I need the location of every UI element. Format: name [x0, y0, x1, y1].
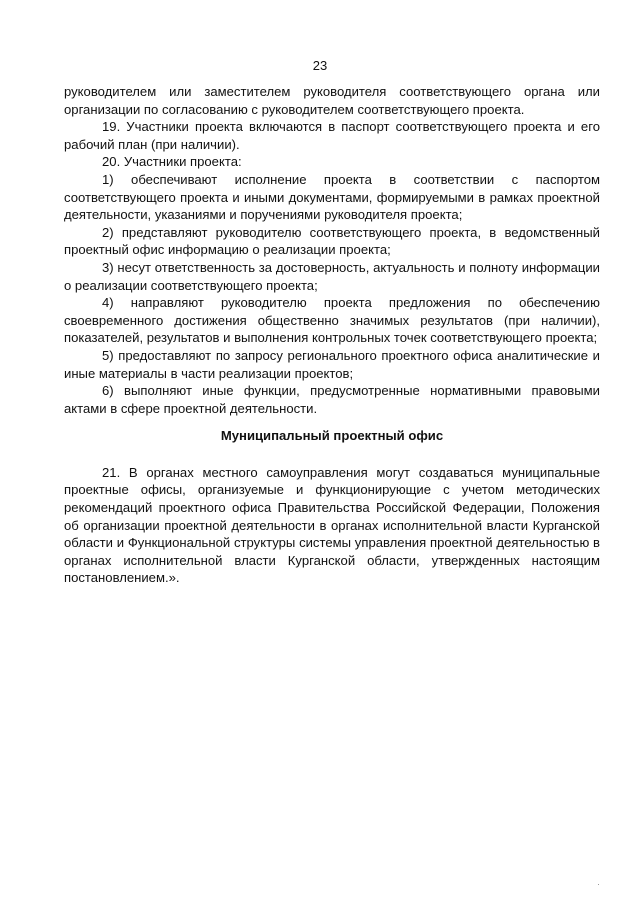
list-item-5: 5) предоставляют по запросу регионального проектного офиса аналитические и иные материалы в части реализации проектов; [64, 347, 600, 381]
list-item-1: 1) обеспечивают исполнение проекта в соответствии с паспортом соответствующего проекта и иными документами, формируемыми в рамках проектной деятельности, указаниями и поручениями руководителя проекта; [64, 171, 600, 223]
paragraph-continued: руководителем или заместителем руководителя соответствующего органа или организации по согласованию с руководителем соответствующего проекта. [64, 84, 600, 117]
list-item-3: 3) несут ответственность за достоверность, актуальность и полноту информации о реализации соответствующего проекта; [64, 259, 600, 293]
list-item-4: 4) направляют руководителю проекта предложения по обеспечению своевременного достижения общественно значимых результатов (при наличии), показателей, результатов и выполнения контрольных точек соответствующего проекта; [64, 295, 600, 346]
section-heading: Муниципальный проектный офис [220, 428, 444, 444]
scan-dot [598, 884, 599, 885]
paragraph-20: 20. Участники проекта: [102, 154, 242, 170]
list-item-2: 2) представляют руководителю соответствующего проекта, в ведомственный проектный офис информацию о реализации проекта; [64, 224, 600, 258]
document-body [64, 83, 600, 587]
list-item-6: 6) выполняют иные функции, предусмотренные нормативными правовыми актами в сфере проектной деятельности. [64, 383, 600, 416]
paragraph-19: 19. Участники проекта включаются в паспорт соответствующего проекта и его рабочий план (при наличии). [64, 119, 600, 152]
page-number: 23 [312, 58, 328, 73]
paragraph-21: 21. В органах местного самоуправления могут создаваться муниципальные проектные офисы, организуемые и функционирующие с учетом методических рекомендаций проектного офиса Правительства Российской Федерации, Положения об организации проектной деятельности в органах исполнительной власти Курганской области и Функциональной структуры системы управления проектной деятельностью в органах исполнительной власти Курганской области, утвержденных настоящим постановлением.». [64, 464, 600, 586]
